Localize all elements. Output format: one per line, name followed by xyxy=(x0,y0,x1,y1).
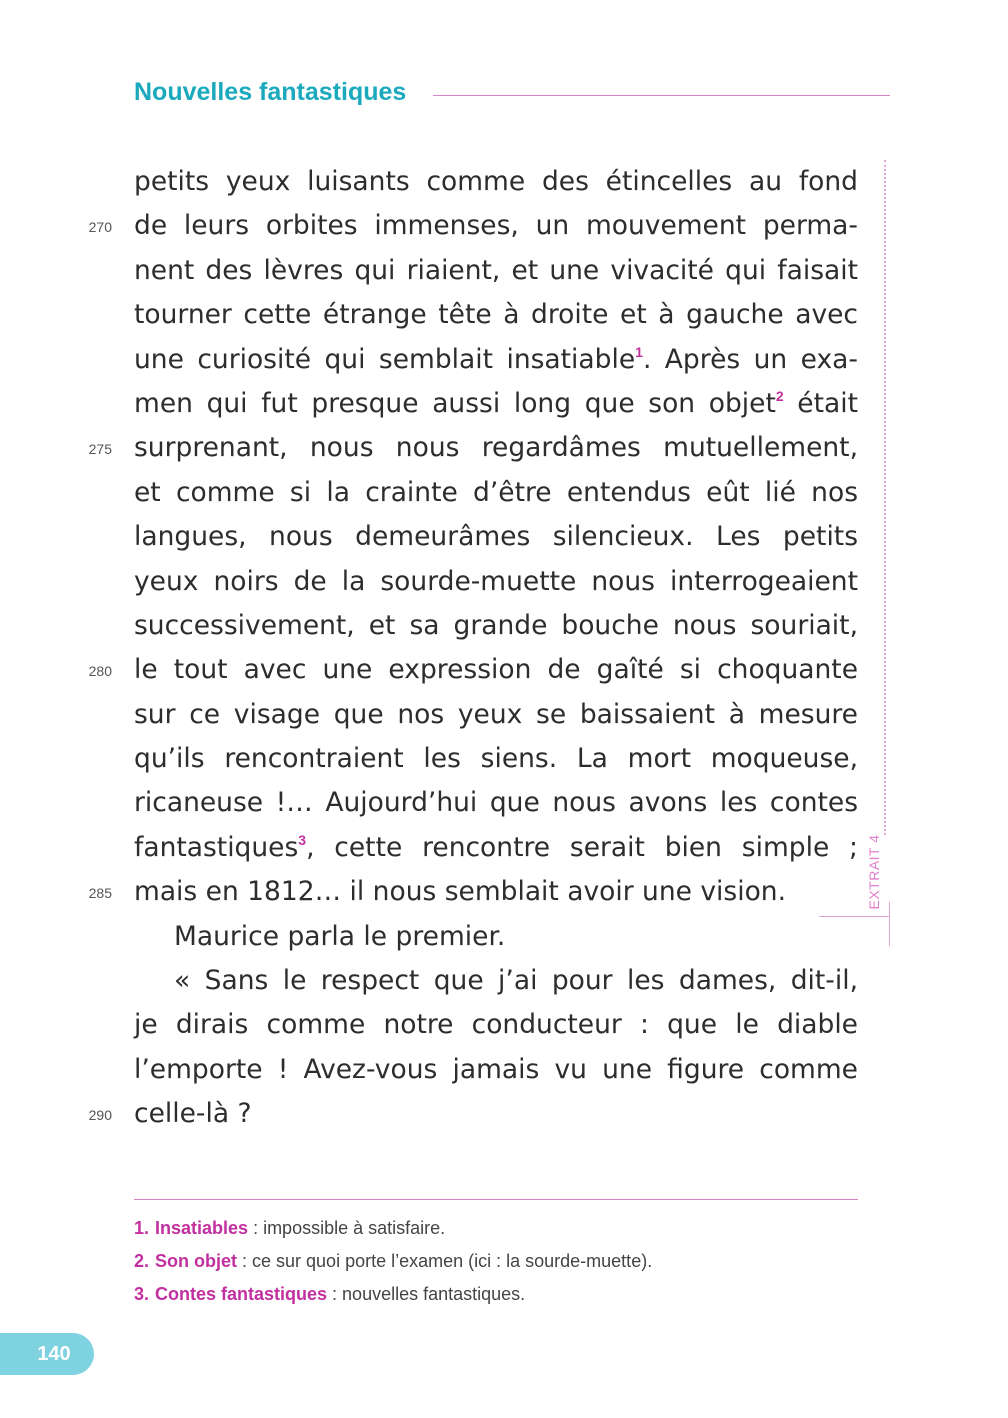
line-number: 285 xyxy=(88,885,112,902)
footnote-term: Insatiables xyxy=(155,1218,249,1238)
side-extract-label-text: EXTRAIT 4 xyxy=(866,834,882,910)
text-segment: langues, nous demeurâmes silencieux. Les petits xyxy=(134,521,858,553)
text-line xyxy=(134,338,858,382)
side-dotted-rule xyxy=(884,160,886,835)
text-line xyxy=(134,1092,858,1136)
text-line xyxy=(134,249,858,293)
text-segment: , cette rencontre serait bien simple ; xyxy=(306,831,858,863)
text-segment: ricaneuse !… Aujourd’hui que nous avons les contes xyxy=(134,787,858,819)
footnote-number: 2. xyxy=(134,1251,150,1271)
text-line xyxy=(134,959,858,1003)
text-segment: une curiosité qui semblait insatiable xyxy=(134,343,636,375)
text-segment: surprenant, nous nous regardâmes mutuellement, xyxy=(134,432,858,464)
body-text xyxy=(134,160,858,1137)
footnote-number: 1. xyxy=(134,1218,150,1238)
footnote-ref: 1 xyxy=(635,343,643,360)
footnote-ref: 2 xyxy=(775,387,784,404)
text-segment: l’emporte ! Avez-vous jamais vu une figure comme xyxy=(134,1053,858,1085)
text-segment: . Après un exa- xyxy=(642,343,858,375)
line-number: 290 xyxy=(88,1107,112,1124)
header-rule xyxy=(433,95,890,96)
text-line xyxy=(134,604,858,648)
text-segment: yeux noirs de la sourde-muette nous interrogeaient xyxy=(134,565,858,597)
text-segment: et comme si la crainte d’être entendus eût lié nos xyxy=(134,476,858,508)
text-segment: je dirais comme notre conducteur : que le diable xyxy=(134,1009,858,1041)
text-segment: successivement, et sa grande bouche nous souriait, xyxy=(134,609,858,641)
text-line xyxy=(134,915,858,959)
text-segment: mais en 1812… il nous semblait avoir une vision. xyxy=(134,876,787,908)
text-segment: Maurice parla le premier. xyxy=(174,920,506,952)
text-line xyxy=(134,1048,858,1092)
text-line xyxy=(134,826,858,870)
footnote-definition: : nouvelles fantastiques. xyxy=(327,1284,526,1304)
text-line xyxy=(134,515,858,559)
text-line xyxy=(134,1003,858,1047)
text-segment: le tout avec une expression de gaîté si choquante xyxy=(134,654,858,686)
text-segment: tourner cette étrange tête à droite et à gauche avec xyxy=(134,299,858,331)
text-line xyxy=(134,293,858,337)
footnote xyxy=(134,1245,894,1278)
text-segment: sur ce visage que nos yeux se baissaient à mesure xyxy=(134,698,858,730)
footnote xyxy=(134,1212,894,1245)
side-vertical-rule xyxy=(889,902,890,946)
text-line xyxy=(134,781,858,825)
footnote-term: Son objet xyxy=(155,1251,238,1271)
page-number: 140 xyxy=(0,1333,94,1375)
footnote-number: 3. xyxy=(134,1284,150,1304)
text-segment: celle-là ? xyxy=(134,1098,252,1130)
text-segment: nent des lèvres qui riaient, et une vivacité qui faisait xyxy=(134,254,858,286)
text-segment: fantastiques xyxy=(134,831,299,863)
text-line xyxy=(134,693,858,737)
footnote-ref: 3 xyxy=(298,831,307,848)
text-line xyxy=(134,204,858,248)
text-line xyxy=(134,160,858,204)
line-number: 270 xyxy=(88,219,112,236)
text-line xyxy=(134,471,858,515)
text-line xyxy=(134,382,858,426)
footnote-rule xyxy=(134,1199,858,1200)
footnote-definition: : ce sur quoi porte l’examen (ici : la sourde-muette). xyxy=(237,1251,653,1271)
footnote-term: Contes fantastiques xyxy=(155,1284,328,1304)
text-line xyxy=(134,560,858,604)
text-segment: de leurs orbites immenses, un mouvement perma- xyxy=(134,210,858,242)
text-line xyxy=(134,648,858,692)
text-segment: petits yeux luisants comme des étincelles au fond xyxy=(134,166,858,197)
text-line xyxy=(134,737,858,781)
running-header: Nouvelles fantastiques xyxy=(134,78,407,106)
line-number: 280 xyxy=(88,663,112,680)
text-line xyxy=(134,870,858,914)
text-segment: était xyxy=(783,387,858,419)
text-segment: « Sans le respect que j’ai pour les dames, dit-il, xyxy=(174,965,858,997)
text-segment: men qui fut presque aussi long que son objet xyxy=(134,387,776,419)
text-segment: qu’ils rencontraient les siens. La mort moqueuse, xyxy=(134,743,858,775)
footnote xyxy=(134,1278,894,1311)
footnotes xyxy=(134,1212,894,1311)
text-line xyxy=(134,426,858,470)
line-number: 275 xyxy=(88,441,112,458)
footnote-definition: : impossible à satisfaire. xyxy=(248,1218,446,1238)
